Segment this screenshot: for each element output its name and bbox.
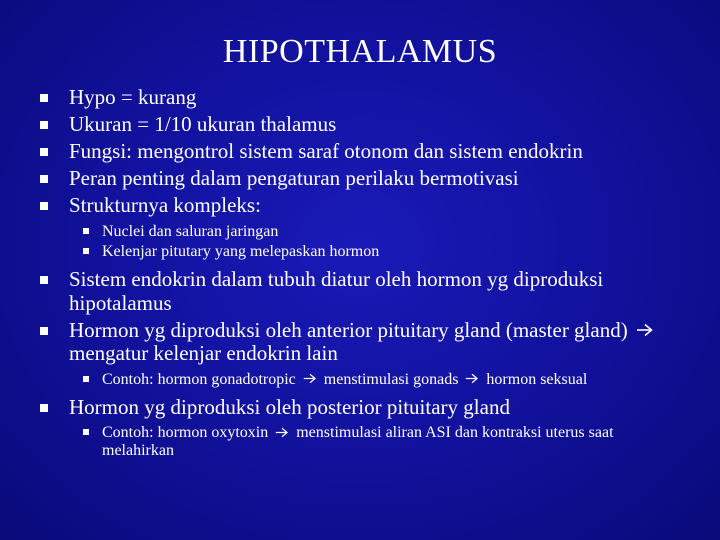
sub-bullet-item: [40, 223, 680, 241]
sub-bullet-item: [40, 424, 680, 460]
bullet-item: [40, 319, 680, 366]
bullet-text: Hypo = kurang: [69, 85, 197, 109]
bullet-item: [40, 396, 680, 420]
sub-bullet-item: [40, 371, 680, 389]
sub-bullet-text: menstimulasi aliran ASI dan kontraksi uterus saat melahirkan: [102, 424, 614, 459]
right-arrow-icon: [275, 427, 289, 438]
bullet-item: [40, 268, 680, 315]
bullet-text: Sistem endokrin dalam tubuh diatur oleh hormon yg diproduksi hipotalamus: [69, 267, 604, 315]
square-bullet-icon: [83, 228, 89, 234]
square-bullet-icon: [40, 121, 48, 129]
square-bullet-icon: [40, 175, 48, 183]
bullet-item: [40, 194, 680, 218]
right-arrow-icon: [636, 323, 654, 337]
square-bullet-icon: [40, 327, 48, 335]
sub-bullet-text: hormon seksual: [486, 370, 588, 388]
square-bullet-icon: [83, 248, 89, 254]
bullet-text: Strukturnya kompleks:: [69, 193, 261, 217]
square-bullet-icon: [40, 276, 48, 284]
bullet-list: [40, 86, 680, 463]
sub-bullet-text: Contoh: hormon gonadotropic: [102, 370, 296, 388]
bullet-text: Peran penting dalam pengaturan perilaku bermotivasi: [69, 166, 519, 190]
sub-bullet-text: Kelenjar pitutary yang melepaskan hormon: [102, 243, 380, 260]
sub-bullet-item: [40, 243, 680, 261]
bullet-text: Hormon yg diproduksi oleh posterior pituitary gland: [69, 394, 510, 419]
square-bullet-icon: [40, 404, 48, 412]
square-bullet-icon: [83, 429, 89, 435]
sub-bullet-text: Contoh: hormon oxytoxin: [102, 424, 269, 441]
bullet-item: [40, 140, 680, 164]
sub-bullet-text: Nuclei dan saluran jaringan: [102, 222, 279, 240]
bullet-text: mengatur kelenjar endokrin lain: [69, 341, 338, 365]
bullet-text: Hormon yg diproduksi oleh anterior pituitary gland (master gland): [69, 317, 628, 342]
bullet-item: [40, 86, 680, 110]
slide-title: HIPOTHALAMUS: [222, 33, 498, 70]
right-arrow-icon: [465, 373, 479, 384]
square-bullet-icon: [83, 376, 89, 382]
square-bullet-icon: [40, 94, 48, 102]
square-bullet-icon: [40, 202, 48, 210]
square-bullet-icon: [40, 148, 48, 156]
sub-bullet-text: menstimulasi gonads: [323, 370, 459, 388]
bullet-text: Fungsi: mengontrol sistem saraf otonom dan sistem endokrin: [69, 139, 583, 163]
bullet-item: [40, 167, 680, 191]
bullet-item: [40, 113, 680, 137]
right-arrow-icon: [303, 373, 317, 384]
bullet-text: Ukuran = 1/10 ukuran thalamus: [69, 112, 337, 136]
